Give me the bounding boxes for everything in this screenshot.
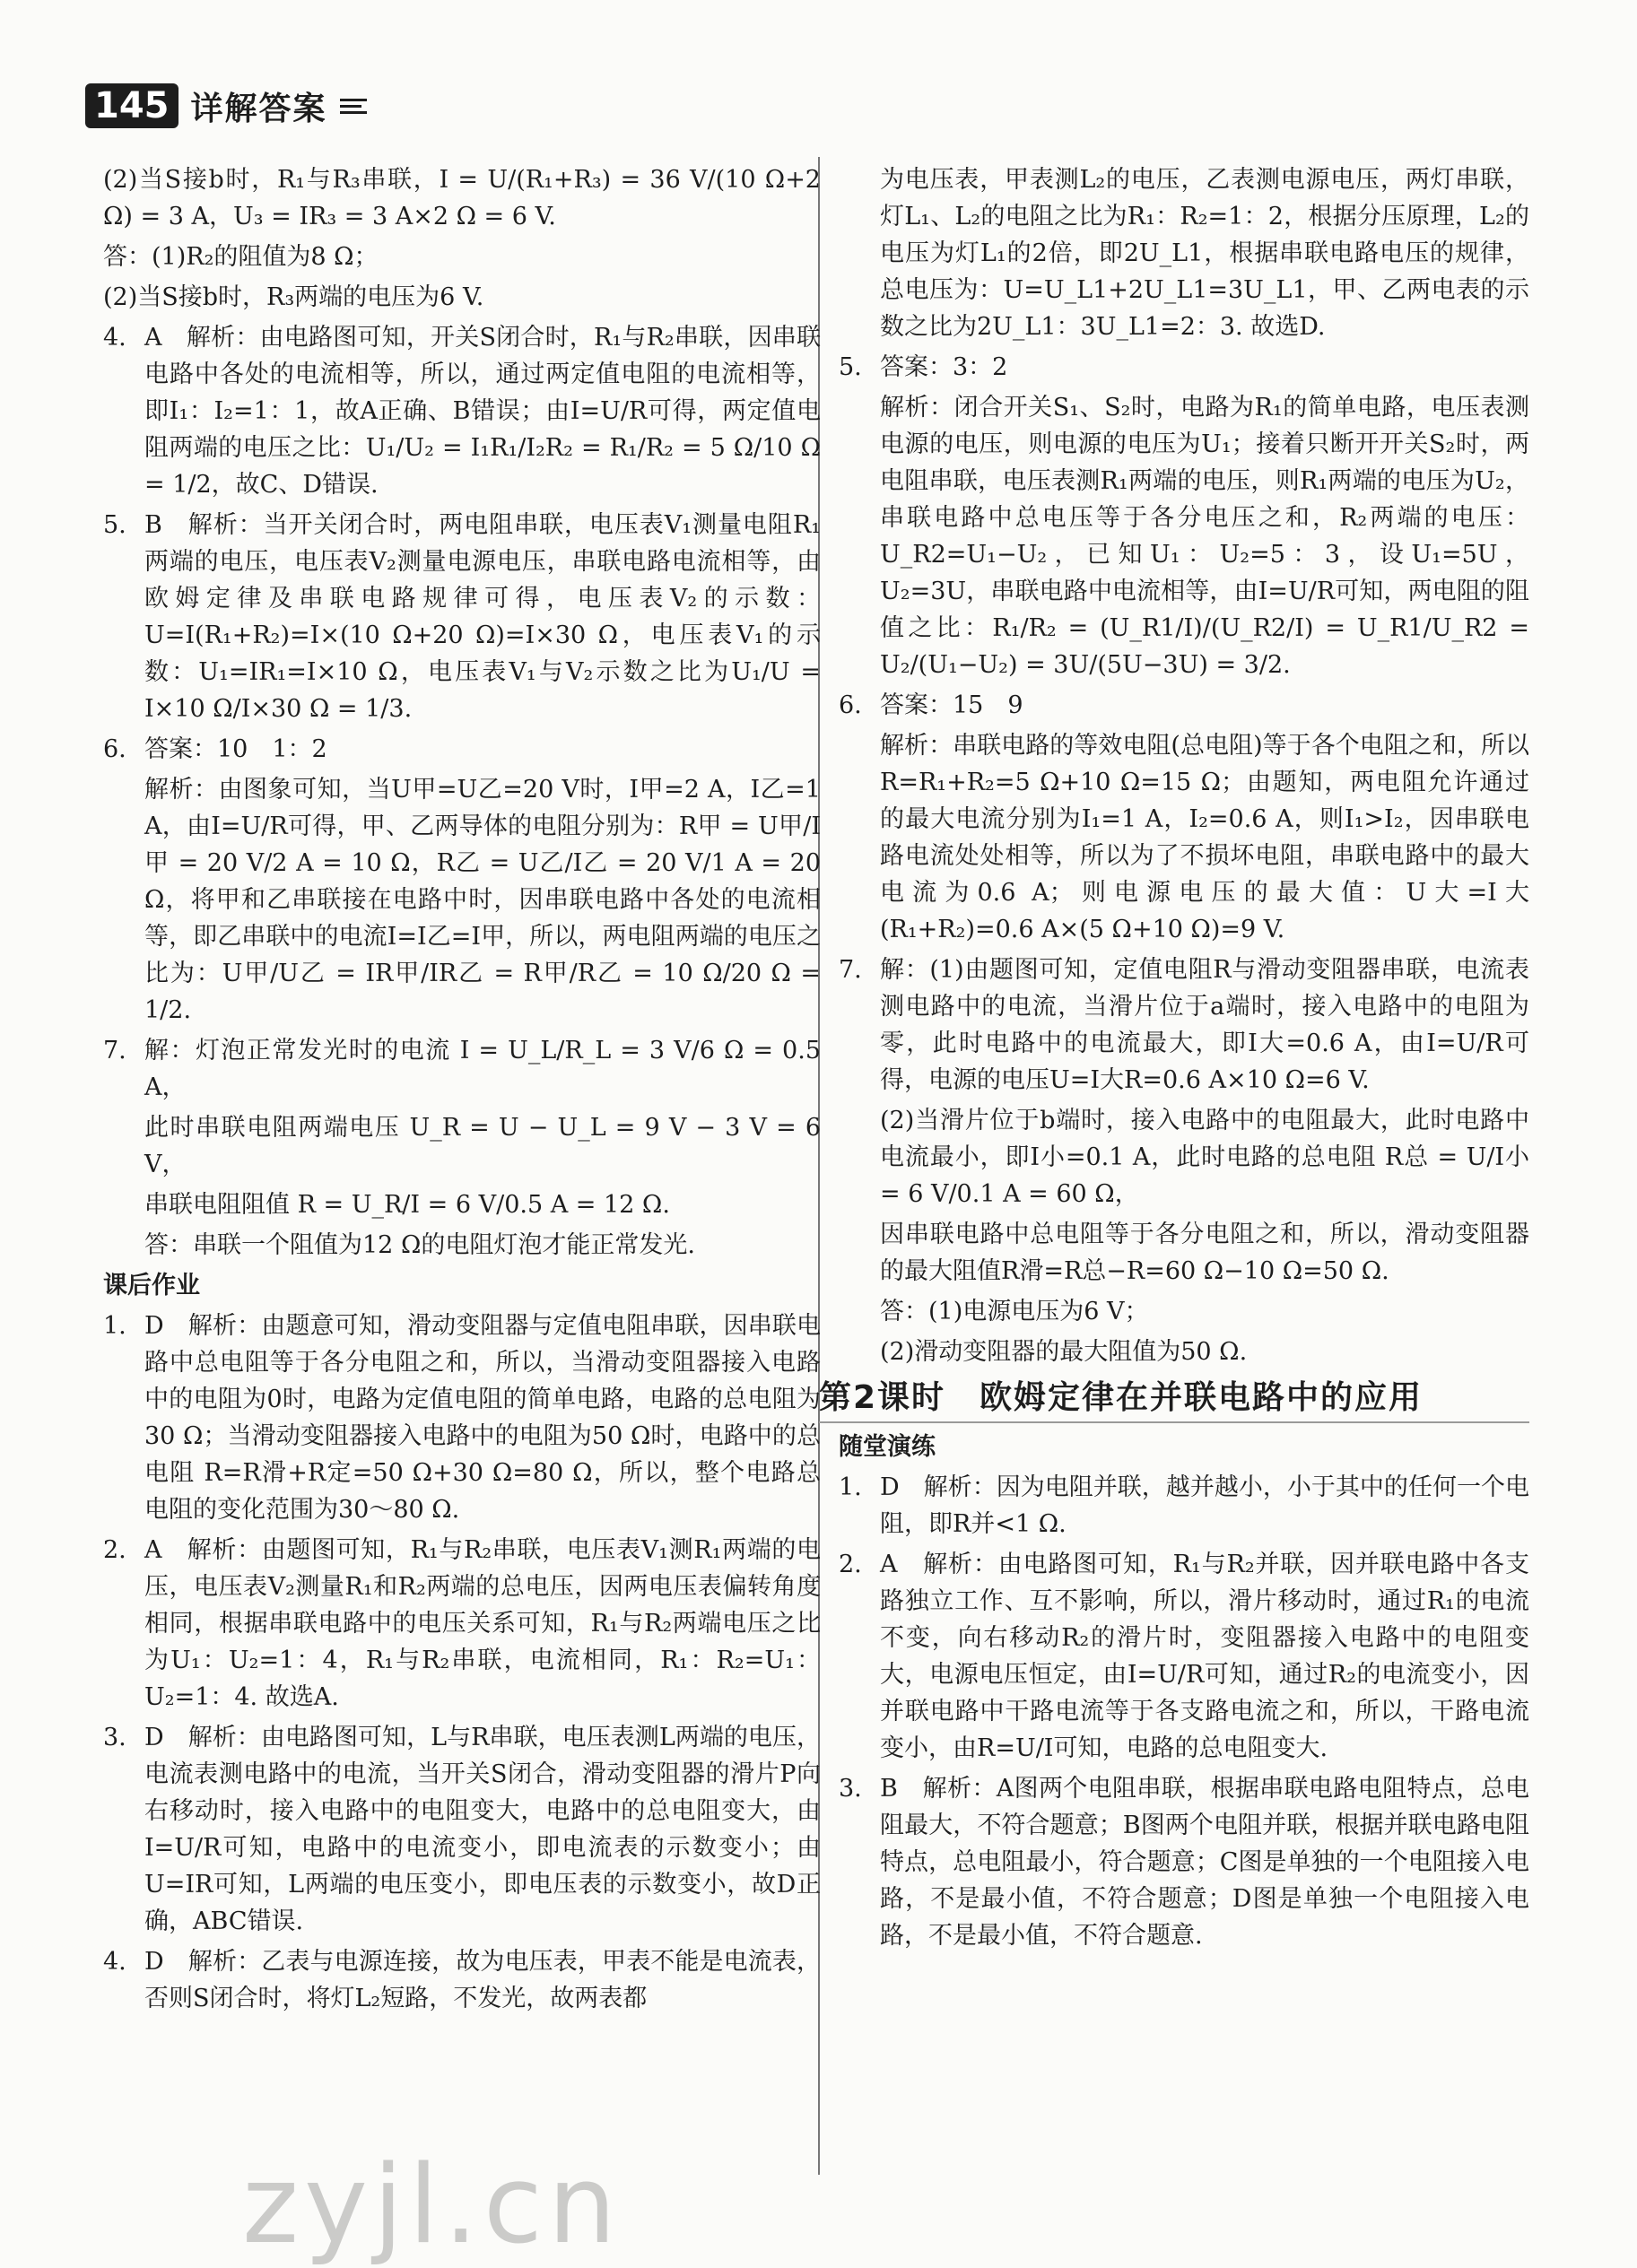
item-text: B 解析：A图两个电阻串联，根据串联电路电阻特点，总电阻最大，不符合题意；B图两个电阻并联，根据并联电路电阻特点，总电阻最小，符合题意；C图是单独的一个电阻接入电路，不是最小值，不符合题意；D图是单独一个电阻接入电路，不是最小值，不符合题意. xyxy=(880,1775,1529,1950)
answer-paragraph: (2)当滑片位于b端时，接入电路中的电阻最大，此时电路中电流最小，即I小=0.1 A，此时电路的总电阻 R总 = U/I小 = 6 V/0.1 A = 60 Ω， xyxy=(880,1107,1529,1208)
section-heading: 课后作业 xyxy=(103,1272,200,1299)
answer-paragraph: 解析：由图象可知，当U甲=U乙=20 V时，I甲=2 A，I乙=1 A，由I=U/R可得，甲、乙两导体的电阻分别为：R甲 = U甲/I甲 = 20 V/2 A = 10 Ω，R乙 = U乙/I乙 = 20 V/1 A = 20 Ω，将甲和乙串联接在电路中时，因串联电路中各处的电流相等，即乙串联中的电流I=I乙=I甲，所以，两电阻两端的电压之比为：U甲/U乙 = IR甲/IR乙 = R甲/R乙 = 10 Ω/20 Ω = 1/2. xyxy=(144,776,821,1024)
answer-item xyxy=(839,952,1529,1099)
answer-paragraph: 答：(1)电源电压为6 V； xyxy=(880,1298,1149,1325)
item-number: 2. xyxy=(839,1551,862,1578)
answer-paragraph: (2)当S接b时，R₃两端的电压为6 V. xyxy=(103,283,484,311)
answer-item xyxy=(103,1719,821,1940)
watermark: zyjl.cn xyxy=(242,2143,622,2268)
answer-paragraph: (2)滑动变阻器的最大阻值为50 Ω. xyxy=(880,1338,1248,1366)
page-header xyxy=(85,79,367,133)
answer-item xyxy=(839,1770,1529,1954)
item-number: 3. xyxy=(103,1724,126,1751)
answer-item xyxy=(103,319,821,503)
item-number: 6. xyxy=(839,691,862,719)
item-number: 4. xyxy=(103,324,126,352)
header-decoration xyxy=(340,99,367,114)
page-number: 145 xyxy=(85,83,179,128)
answer-paragraph: 串联电阻阻值 R = U_R/I = 6 V/0.5 A = 12 Ω. xyxy=(144,1191,670,1219)
item-number: 3. xyxy=(839,1775,862,1803)
answer-paragraph: (2)当S接b时，R₁与R₃串联，I = U/(R₁+R₃) = 36 V/(10 Ω+2 Ω) = 3 A，U₃ = IR₃ = 3 A×2 Ω = 6 V. xyxy=(103,166,821,230)
item-number: 2. xyxy=(103,1536,126,1564)
section-heading: 随堂演练 xyxy=(839,1433,936,1461)
answer-item xyxy=(103,731,821,768)
item-number: 5. xyxy=(103,511,126,539)
answer-paragraph: 答：(1)R₂的阻值为8 Ω； xyxy=(103,243,379,271)
item-text: 答案：10 1：2 xyxy=(144,735,327,763)
item-text: 答案：3：2 xyxy=(880,353,1008,381)
item-number: 4. xyxy=(103,1948,126,1976)
answer-paragraph: 因串联电路中总电阻等于各分电阻之和，所以，滑动变阻器的最大阻值R滑=R总−R=60 Ω−10 Ω=50 Ω. xyxy=(880,1221,1529,1285)
item-text: 解：灯泡正常发光时的电流 I = U_L/R_L = 3 V/6 Ω = 0.5 A， xyxy=(144,1037,821,1101)
item-number: 7. xyxy=(839,956,862,984)
answer-paragraph: 解析：闭合开关S₁、S₂时，电路为R₁的简单电路，电压表测电源的电压，则电源的电压为U₁；接着只断开开关S₂时，两电阻串联，电压表测R₁两端的电压，则R₁两端的电压为U₂，串联电路中总电压等于各分电压之和，R₂两端的电压：U_R2=U₁−U₂，已知U₁：U₂=5：3，设U₁=5U，U₂=3U，串联电路中电流相等，由I=U/R可知，两电阻的阻值之比：R₁/R₂ = (U_R1/I)/(U_R2/I) = U_R1/U_R2 = U₂/(U₁−U₂) = 3U/(5U−3U) = 3/2. xyxy=(880,394,1529,679)
answer-item xyxy=(103,1032,821,1106)
answer-item xyxy=(839,1546,1529,1767)
answer-item xyxy=(839,687,1529,724)
item-text: D 解析：由电路图可知，L与R串联，电压表测L两端的电压，电流表测电路中的电流，当开关S闭合，滑动变阻器的滑片P向右移动时，接入电路中的电阻变大，电路中的总电阻变大，由I=U/R可知，电路中的电流变小，即电流表的示数变小；由U=IR可知，L两端的电压变小，即电压表的示数变小，故D正确，ABC错误. xyxy=(144,1724,821,1935)
answer-item xyxy=(839,349,1529,386)
item-text: 解：(1)由题图可知，定值电阻R与滑动变阻器串联，电流表测电路中的电流，当滑片位于a端时，接入电路中的电阻为零，此时电路中的电流最大，即I大=0.6 A，由I=U/R可得，电源的电压U=I大R=0.6 A×10 Ω=6 V. xyxy=(880,956,1529,1094)
item-number: 1. xyxy=(103,1312,126,1340)
item-number: 5. xyxy=(839,353,862,381)
answer-paragraph: 答：串联一个阻值为12 Ω的电阻灯泡才能正常发光. xyxy=(144,1231,695,1259)
item-text: 答案：15 9 xyxy=(880,691,1023,719)
answer-paragraph: 此时串联电阻两端电压 U_R = U − U_L = 9 V − 3 V = 6 V， xyxy=(144,1114,821,1178)
item-text: A 解析：由电路图可知，开关S闭合时，R₁与R₂串联，因串联电路中各处的电流相等，所以，通过两定值电阻的电流相等，即I₁：I₂=1：1，故A正确、B错误；由I=U/R可得，两定值电阻两端的电压之比：U₁/U₂ = I₁R₁/I₂R₂ = R₁/R₂ = 5 Ω/10 Ω = 1/2，故C、D错误. xyxy=(144,324,821,499)
item-text: A 解析：由电路图可知，R₁与R₂并联，因并联电路中各支路独立工作、互不影响，所以，滑片移动时，通过R₁的电流不变，向右移动R₂的滑片时，变阻器接入电路中的电阻变大，电源电压恒定，由I=U/R可知，通过R₂的电流变小，因并联电路中干路电流等于各支路电流之和，所以，干路电流变小，由R=U/I可知，电路的总电阻变大. xyxy=(880,1551,1529,1762)
item-number: 1. xyxy=(839,1473,862,1501)
answer-paragraph: 为电压表，甲表测L₂的电压，乙表测电源电压，两灯串联，灯L₁、L₂的电阻之比为R₁：R₂=1：2，根据分压原理，L₂的电压为灯L₁的2倍，即2U_L1，根据串联电路电压的规律，总电压为：U=U_L1+2U_L1=3U_L1，甲、乙两电表的示数之比为2U_L1：3U_L1=2：3. 故选D. xyxy=(880,166,1529,341)
answer-item xyxy=(103,1532,821,1716)
item-text: A 解析：由题图可知，R₁与R₂串联，电压表V₁测R₁两端的电压，电压表V₂测量R₁和R₂两端的总电压，因两电压表偏转角度相同，根据串联电路中的电压关系可知，R₁与R₂两端电压之比为U₁：U₂=1：4，R₁与R₂串联，电流相同，R₁：R₂=U₁：U₂=1：4. 故选A. xyxy=(144,1536,821,1711)
answer-paragraph: 解析：串联电路的等效电阻(总电阻)等于各个电阻之和，所以R=R₁+R₂=5 Ω+10 Ω=15 Ω；由题知，两电阻允许通过的最大电流分别为I₁=1 A，I₂=0.6 A，则I₁>I₂，因串联电路电流处处相等，所以为了不损坏电阻，串联电路中的最大电流为0.6 A；则电源电压的最大值：U大=I大(R₁+R₂)=0.6 A×(5 Ω+10 Ω)=9 V. xyxy=(880,732,1529,943)
right-column xyxy=(819,161,1529,1958)
answer-item xyxy=(103,1308,821,1528)
item-number: 6. xyxy=(103,735,126,763)
answer-item xyxy=(103,1943,821,2017)
answer-item xyxy=(103,507,821,727)
answer-item xyxy=(839,1469,1529,1542)
lesson-title: 第2课时 欧姆定律在并联电路中的应用 xyxy=(819,1379,1529,1423)
item-text: D 解析：因为电阻并联，越并越小，小于其中的任何一个电阻，即R并<1 Ω. xyxy=(880,1473,1529,1538)
left-column xyxy=(103,161,821,2020)
item-text: B 解析：当开关闭合时，两电阻串联，电压表V₁测量电阻R₁两端的电压，电压表V₂测量电源电压，串联电路电流相等，由欧姆定律及串联电路规律可得，电压表V₂的示数：U=I(R₁+R₂)=I×(10 Ω+20 Ω)=I×30 Ω，电压表V₁的示数：U₁=IR₁=I×10 Ω，电压表V₁与V₂示数之比为U₁/U = I×10 Ω/I×30 Ω = 1/3. xyxy=(144,511,821,723)
item-text: D 解析：乙表与电源连接，故为电压表，甲表不能是电流表，否则S闭合时，将灯L₂短路，不发光，故两表都 xyxy=(144,1948,821,2012)
page-title: 详解答案 xyxy=(190,90,327,127)
item-text: D 解析：由题意可知，滑动变阻器与定值电阻串联，因串联电路中总电阻等于各分电阻之和，所以，当滑动变阻器接入电路中的电阻为0时，电路为定值电阻的简单电路，电路的总电阻为30 Ω；当滑动变阻器接入电路中的电阻为50 Ω时，电路中的总电阻 R=R滑+R定=50 Ω+30 Ω=80 Ω，所以，整个电路总电阻的变化范围为30～80 Ω. xyxy=(144,1312,821,1524)
item-number: 7. xyxy=(103,1037,126,1064)
